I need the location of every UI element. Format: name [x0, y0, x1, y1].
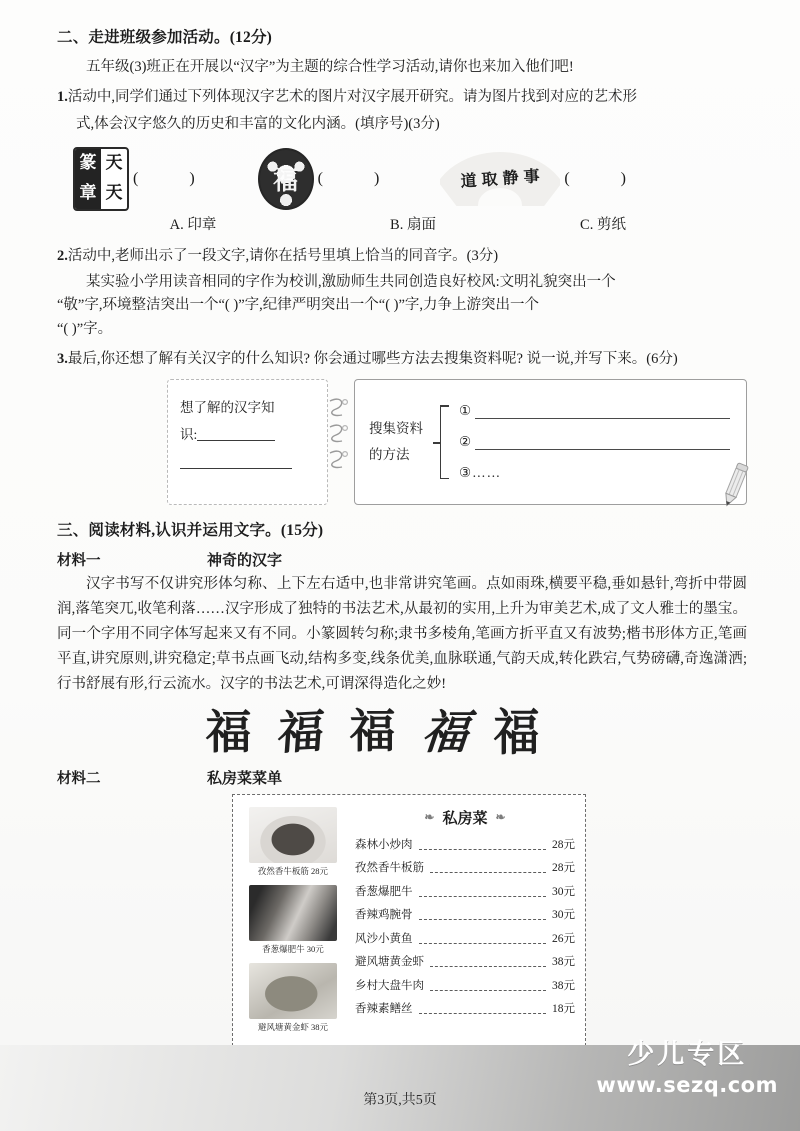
dish-photo-3-caption: 避风塘黄金虾 38元 — [257, 1021, 329, 1032]
menu-leader-dots — [419, 1006, 547, 1014]
choice-b: B. 扇面 — [390, 216, 436, 233]
spiral-binding-icon — [328, 379, 354, 505]
fu-char-2: 福 — [275, 703, 326, 760]
material-one-label: 材料一 — [57, 553, 101, 570]
watermark-brand: 少儿专区 — [627, 1039, 748, 1070]
question-2-number: 2. — [57, 247, 68, 264]
menu-item-name: 孜然香牛板筋 — [355, 862, 424, 875]
menu-row — [355, 953, 575, 969]
collect-label-line2: 的方法 — [369, 447, 410, 463]
choice-c: C. 剪纸 — [580, 216, 626, 233]
menu-row — [355, 977, 575, 993]
fu-char-4: 福 — [419, 704, 470, 759]
note-blank-2[interactable] — [180, 454, 292, 469]
note-left-line1: 想了解的汉字知 — [180, 400, 275, 416]
collect-item-3 — [459, 465, 730, 481]
menu-item-name: 避风塘黄金虾 — [355, 956, 424, 969]
dish-photo-3 — [249, 963, 337, 1019]
question-3-text — [57, 347, 747, 371]
q1-answer-blank-1[interactable]: ( ) — [133, 169, 196, 187]
question-3-line: 最后,你还想了解有关汉字的什么知识? 你会通过哪些方法去搜集资料呢? 说一说,并写下来。(6分) — [67, 351, 678, 368]
menu-item-price: 38元 — [552, 979, 575, 992]
menu-item-name: 风沙小黄鱼 — [355, 932, 413, 945]
q1-answer-blank-3[interactable]: ( ) — [564, 169, 627, 187]
fan-calligraphy-icon — [440, 152, 560, 206]
note-right-box[interactable] — [354, 379, 747, 505]
collect-item-1-num: ① — [459, 403, 472, 419]
question-1-text — [57, 85, 747, 109]
question-1-line2: 式,体会汉字悠久的历史和丰富的文化内涵。(填序号)(3分) — [76, 116, 440, 133]
dish-photo-2-caption: 香葱爆肥牛 30元 — [262, 943, 324, 954]
dish-photo-1 — [249, 807, 337, 863]
q1-option-seal — [73, 147, 196, 211]
menu-item-name: 森林小炒肉 — [355, 838, 413, 851]
menu-photo-cell-2 — [245, 885, 341, 955]
menu-photo-column — [245, 807, 341, 1033]
menu-item-list — [355, 807, 575, 1033]
menu-row — [355, 836, 575, 852]
q1-answer-blank-2[interactable]: ( ) — [317, 169, 381, 187]
fan-char-3: 静 — [502, 166, 520, 187]
fan-char-1: 道 — [460, 169, 478, 190]
menu-item-price: 30元 — [552, 885, 575, 898]
dish-photo-2 — [249, 885, 337, 941]
ornament-left-icon: ❧ — [424, 809, 435, 824]
spiral-svg — [326, 393, 352, 475]
note-left-line2: 识: — [180, 427, 198, 443]
fan-char-4: 事 — [523, 165, 541, 186]
question-3-diagram — [57, 379, 747, 505]
seal-char-2: 天 — [105, 153, 123, 174]
fu-char-3: 福 — [349, 705, 396, 757]
collect-items — [459, 403, 730, 481]
question-2-para-line2[interactable]: “敬”字,环境整洁突出一个“( )”字,纪律严明突出一个“( )”字,力争上游突出一个 — [57, 297, 540, 314]
menu-item-name: 香辣素鳝丝 — [355, 1003, 413, 1016]
note-left-line2-row — [180, 421, 315, 448]
round-papercut-icon — [258, 148, 314, 210]
menu-row — [355, 906, 575, 922]
material-one-header — [57, 549, 747, 570]
note-left-box[interactable] — [167, 379, 328, 505]
collect-method-label — [369, 416, 423, 467]
question-1-choices — [57, 213, 747, 234]
collect-item-1-rule[interactable] — [475, 405, 730, 419]
question-2-text — [57, 244, 747, 268]
menu-leader-dots — [419, 936, 547, 944]
menu-photo-cell-3 — [245, 963, 341, 1033]
collect-item-2-rule[interactable] — [475, 436, 730, 450]
brace-icon — [433, 398, 449, 486]
page-number: 第3页,共5页 — [363, 1093, 437, 1108]
menu-row — [355, 883, 575, 899]
question-1-number: 1. — [57, 89, 68, 106]
material-two-header — [57, 767, 747, 788]
note-blank-1[interactable] — [197, 426, 275, 441]
material-one-title: 神奇的汉字 — [207, 553, 283, 570]
collect-item-2-num: ② — [459, 434, 472, 450]
menu-item-price: 26元 — [552, 932, 575, 945]
menu-leader-dots — [419, 842, 547, 850]
menu-item-name: 乡村大盘牛肉 — [355, 979, 424, 992]
seal-char-3: 章 — [75, 179, 101, 209]
q1-option-fan — [440, 152, 627, 206]
menu-item-price: 18元 — [552, 1003, 575, 1016]
seal-char-1: 篆 — [75, 149, 101, 179]
fu-char-5: 福 — [493, 702, 539, 761]
question-2-para-line1: 某实验小学用读音相同的字作为校训,激励师生共同创造良好校风:文明礼貌突出一个 — [86, 273, 616, 290]
collect-item-1[interactable] — [459, 403, 730, 419]
material-two-title: 私房菜菜单 — [207, 770, 283, 787]
seal-char-4: 天 — [105, 183, 123, 204]
fan-char-2: 取 — [481, 168, 499, 189]
section-three-heading: 三、阅读材料,认识并运用文字。(15分) — [57, 522, 324, 540]
section-two-heading: 二、走进班级参加活动。(12分) — [57, 29, 273, 46]
question-2-para-line3[interactable]: “( )”字。 — [57, 320, 113, 337]
ornament-right-icon: ❧ — [495, 809, 506, 824]
menu-leader-dots — [430, 865, 546, 873]
menu-list-title-text: 私房菜 — [442, 810, 488, 827]
menu-photo-cell-1 — [245, 807, 341, 877]
menu-row — [355, 930, 575, 946]
question-2-line: 活动中,老师出示了一段文字,请你在括号里填上恰当的同音字。(3分) — [67, 247, 499, 264]
collect-item-3-num: ③…… — [459, 465, 502, 481]
collect-item-2[interactable] — [459, 434, 730, 450]
menu-leader-dots — [430, 959, 546, 967]
pencil-svg — [718, 459, 752, 509]
menu-row — [355, 1000, 575, 1016]
menu-item-price: 30元 — [552, 909, 575, 922]
menu-leader-dots — [419, 889, 547, 897]
fu-char-1: 福 — [205, 704, 252, 759]
menu-item-price: 38元 — [552, 956, 575, 969]
watermark — [596, 1041, 778, 1097]
menu-leader-dots — [430, 983, 546, 991]
question-1-line1: 活动中,同学们通过下列体现汉字艺术的图片对汉字展开研究。请为图片找到对应的艺术形 — [67, 89, 637, 106]
material-one-body: 汉字书写不仅讲究形体匀称、上下左右适中,也非常讲究笔画。点如雨珠,横要平稳,垂如悬针,弯折中带圆润,落笔突兀,收笔利落……汉字形成了独特的书法艺术,从最初的实用,上升为审美艺术,成了文人雅士的墨宝。同一个字用不同字体写起来又有不同。小篆圆转匀称;隶书多棱角,笔画方折平直又有波势;楷书形体方正,笔画平直,讲究原则,讲究稳定;草书点画飞动,结构多变,线条优美,血脉联通,气韵天成,转化跌宕,气势磅礴,奇逸潇洒;行书舒展有形,行云流水。汉字的书法艺术,可谓深得造化之妙! — [57, 576, 747, 692]
q1-option-papercut — [258, 148, 381, 210]
fu-calligraphy-row — [57, 702, 747, 761]
menu-row — [355, 859, 575, 875]
pencil-icon — [718, 459, 752, 514]
menu-list-title — [355, 807, 575, 828]
menu-item-price: 28元 — [552, 838, 575, 851]
menu-card — [232, 794, 586, 1046]
question-3-number: 3. — [57, 351, 68, 368]
material-two-label: 材料二 — [57, 770, 101, 787]
watermark-url: www.sezq.com — [596, 1073, 778, 1097]
question-1-image-row — [57, 147, 747, 211]
menu-item-name: 香辣鸡腕骨 — [355, 909, 413, 922]
page-content — [57, 28, 747, 1046]
menu-item-price: 28元 — [552, 862, 575, 875]
collect-label-line1: 搜集资料 — [369, 421, 423, 437]
choice-a: A. 印章 — [169, 216, 217, 233]
dish-photo-1-caption: 孜然香牛板筋 28元 — [257, 865, 329, 876]
menu-item-name: 香葱爆肥牛 — [355, 885, 413, 898]
seal-stamp-icon — [73, 147, 129, 211]
menu-leader-dots — [419, 912, 547, 920]
section-two-intro: 五年级(3)班正在开展以“汉字”为主题的综合性学习活动,请你也来加入他们吧! — [86, 58, 574, 75]
